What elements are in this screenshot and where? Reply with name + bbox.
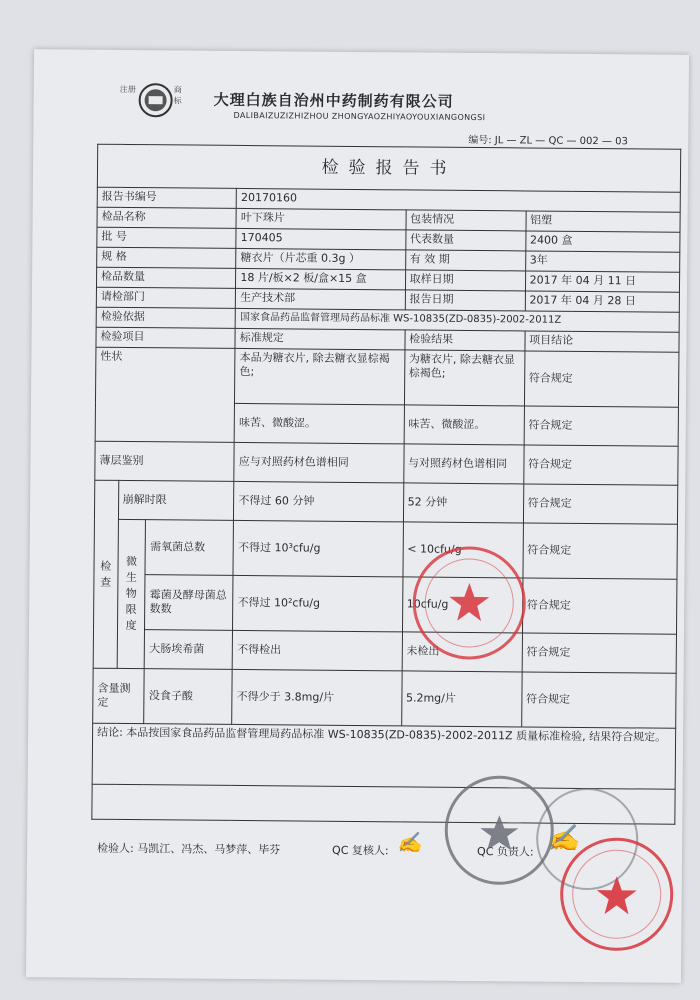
value-basis: 国家食品药品监督管理局药品标准 WS-10835(ZD-0835)-2002-2011Z [235, 308, 679, 332]
value-packaging: 铝塑 [526, 211, 681, 232]
label-assay: 含量测定 [93, 668, 145, 723]
aerobic-std: 不得过 10³cfu/g [233, 520, 403, 576]
ecoli-con: 符合规定 [522, 633, 677, 673]
report-title: 检验报告书 [97, 144, 680, 192]
identification-con: 符合规定 [523, 445, 678, 485]
logo-left-text: 注册 [119, 84, 136, 95]
label-mold: 霉菌及酵母菌总数数 [145, 575, 233, 631]
qc-reviewer-label: QC 复核人: [332, 843, 389, 858]
label-rep-qty: 代表数量 [405, 230, 525, 251]
logo-emblem-icon [137, 82, 173, 118]
label-spec: 规 格 [97, 247, 236, 268]
company-name-en: DALIBAIZUZIZHIZHOU ZHONGYAOZHIYAOYOUXIANGONGSI [233, 110, 486, 123]
label-batch-no: 批 号 [97, 227, 236, 248]
label-product-name: 检品名称 [97, 207, 236, 228]
inspectors: 检验人: 马凯江、冯杰、马梦萍、毕芬 [97, 841, 281, 857]
identification-std: 应与对照药材色谱相同 [234, 442, 404, 482]
label-inspection-cell [93, 480, 118, 668]
assay-std: 不得少于 3.8mg/片 [232, 669, 402, 725]
character-con-1: 符合规定 [524, 351, 679, 407]
label-dept: 请检部门 [96, 287, 235, 308]
ecoli-res: 未检出 [402, 632, 522, 672]
identification-res: 与对照药材色谱相同 [403, 444, 523, 484]
red-seal-2-icon [556, 834, 677, 955]
disintegration-std: 不得过 60 分钟 [234, 481, 404, 521]
assay-res: 5.2mg/片 [401, 671, 521, 727]
ecoli-std: 不得检出 [232, 630, 402, 670]
label-micro: 微生物限度 [125, 554, 138, 633]
mold-std: 不得过 10²cfu/g [233, 575, 403, 631]
value-product-name: 叶下珠片 [236, 208, 405, 229]
report-page [26, 49, 689, 983]
value-quantity: 18 片/板×2 板/盒×15 盒 [236, 268, 405, 289]
qc-responsible-signature: ✍ [547, 823, 580, 854]
label-report-date: 报告日期 [405, 290, 525, 311]
value-sample-date: 2017 年 04 月 11 日 [525, 271, 680, 292]
mold-res: 10cfu/g [402, 577, 522, 633]
document-number: 编号: JL — ZL — QC — 002 — 03 [468, 134, 628, 148]
label-report-no: 报告书编号 [97, 187, 236, 208]
qc-responsible-label: QC 负责人: [477, 845, 534, 859]
red-seal-stamp-2 [556, 834, 677, 955]
value-report-no: 20170160 [236, 188, 680, 212]
value-report-date: 2017 年 04 月 28 日 [525, 291, 680, 312]
qc-reviewer-signature: ✍ [397, 830, 423, 855]
report-table [91, 144, 681, 825]
mold-con: 符合规定 [522, 578, 677, 634]
value-rep-qty: 2400 盒 [525, 231, 680, 252]
label-quantity: 检品数量 [96, 267, 235, 288]
label-disintegration: 崩解时限 [118, 480, 234, 520]
aerobic-res: < 10cfu/g [403, 522, 523, 578]
label-validity: 有 效 期 [405, 250, 525, 271]
conclusion-text: 结论: 本品按国家食品药品监督管理局药品标准 WS-10835(ZD-0835)-2002-2011Z 质量标准检验, 结果符合规定。 [92, 723, 676, 789]
red-seal-stamp [409, 542, 530, 663]
value-batch-no: 170405 [236, 228, 405, 249]
label-identification: 薄层鉴别 [95, 441, 235, 481]
logo-right-text: 商标 [173, 85, 182, 106]
assay-con: 符合规定 [521, 672, 676, 728]
company-logo [119, 82, 181, 119]
label-ecoli: 大肠埃希菌 [145, 630, 233, 670]
header-conclusion: 项目结论 [525, 331, 680, 352]
character-res-1: 为糖衣片, 除去糖衣显棕褐色; [404, 350, 524, 406]
header-result: 检验结果 [405, 330, 525, 351]
character-std-2: 味苦、微酸涩。 [234, 403, 404, 443]
company-name-cn: 大理白族自治州中药制药有限公司 [213, 90, 454, 111]
label-aerobic: 需氧菌总数 [145, 520, 233, 576]
header-standard: 标准规定 [235, 328, 404, 349]
label-inspection: 检查 [100, 559, 112, 589]
header-item: 检验项目 [96, 327, 235, 348]
label-assay-item: 没食子酸 [144, 669, 232, 725]
label-micro-cell [117, 519, 146, 668]
label-sample-date: 取样日期 [405, 270, 525, 291]
value-validity: 3年 [525, 251, 680, 272]
label-character: 性状 [95, 347, 235, 442]
disintegration-con: 符合规定 [523, 484, 678, 524]
label-basis: 检验依据 [96, 307, 235, 328]
label-packaging: 包装情况 [406, 210, 526, 231]
red-seal-icon [409, 542, 530, 663]
value-spec: 糖衣片（片芯重 0.3g ） [236, 248, 405, 269]
disintegration-res: 52 分钟 [403, 483, 523, 523]
aerobic-con: 符合规定 [523, 523, 678, 579]
character-res-2: 味苦、微酸涩。 [404, 405, 524, 445]
character-std-1: 本品为糖衣片, 除去糖衣显棕褐色; [235, 348, 405, 404]
character-con-2: 符合规定 [524, 406, 679, 446]
value-dept: 生产技术部 [236, 288, 405, 309]
